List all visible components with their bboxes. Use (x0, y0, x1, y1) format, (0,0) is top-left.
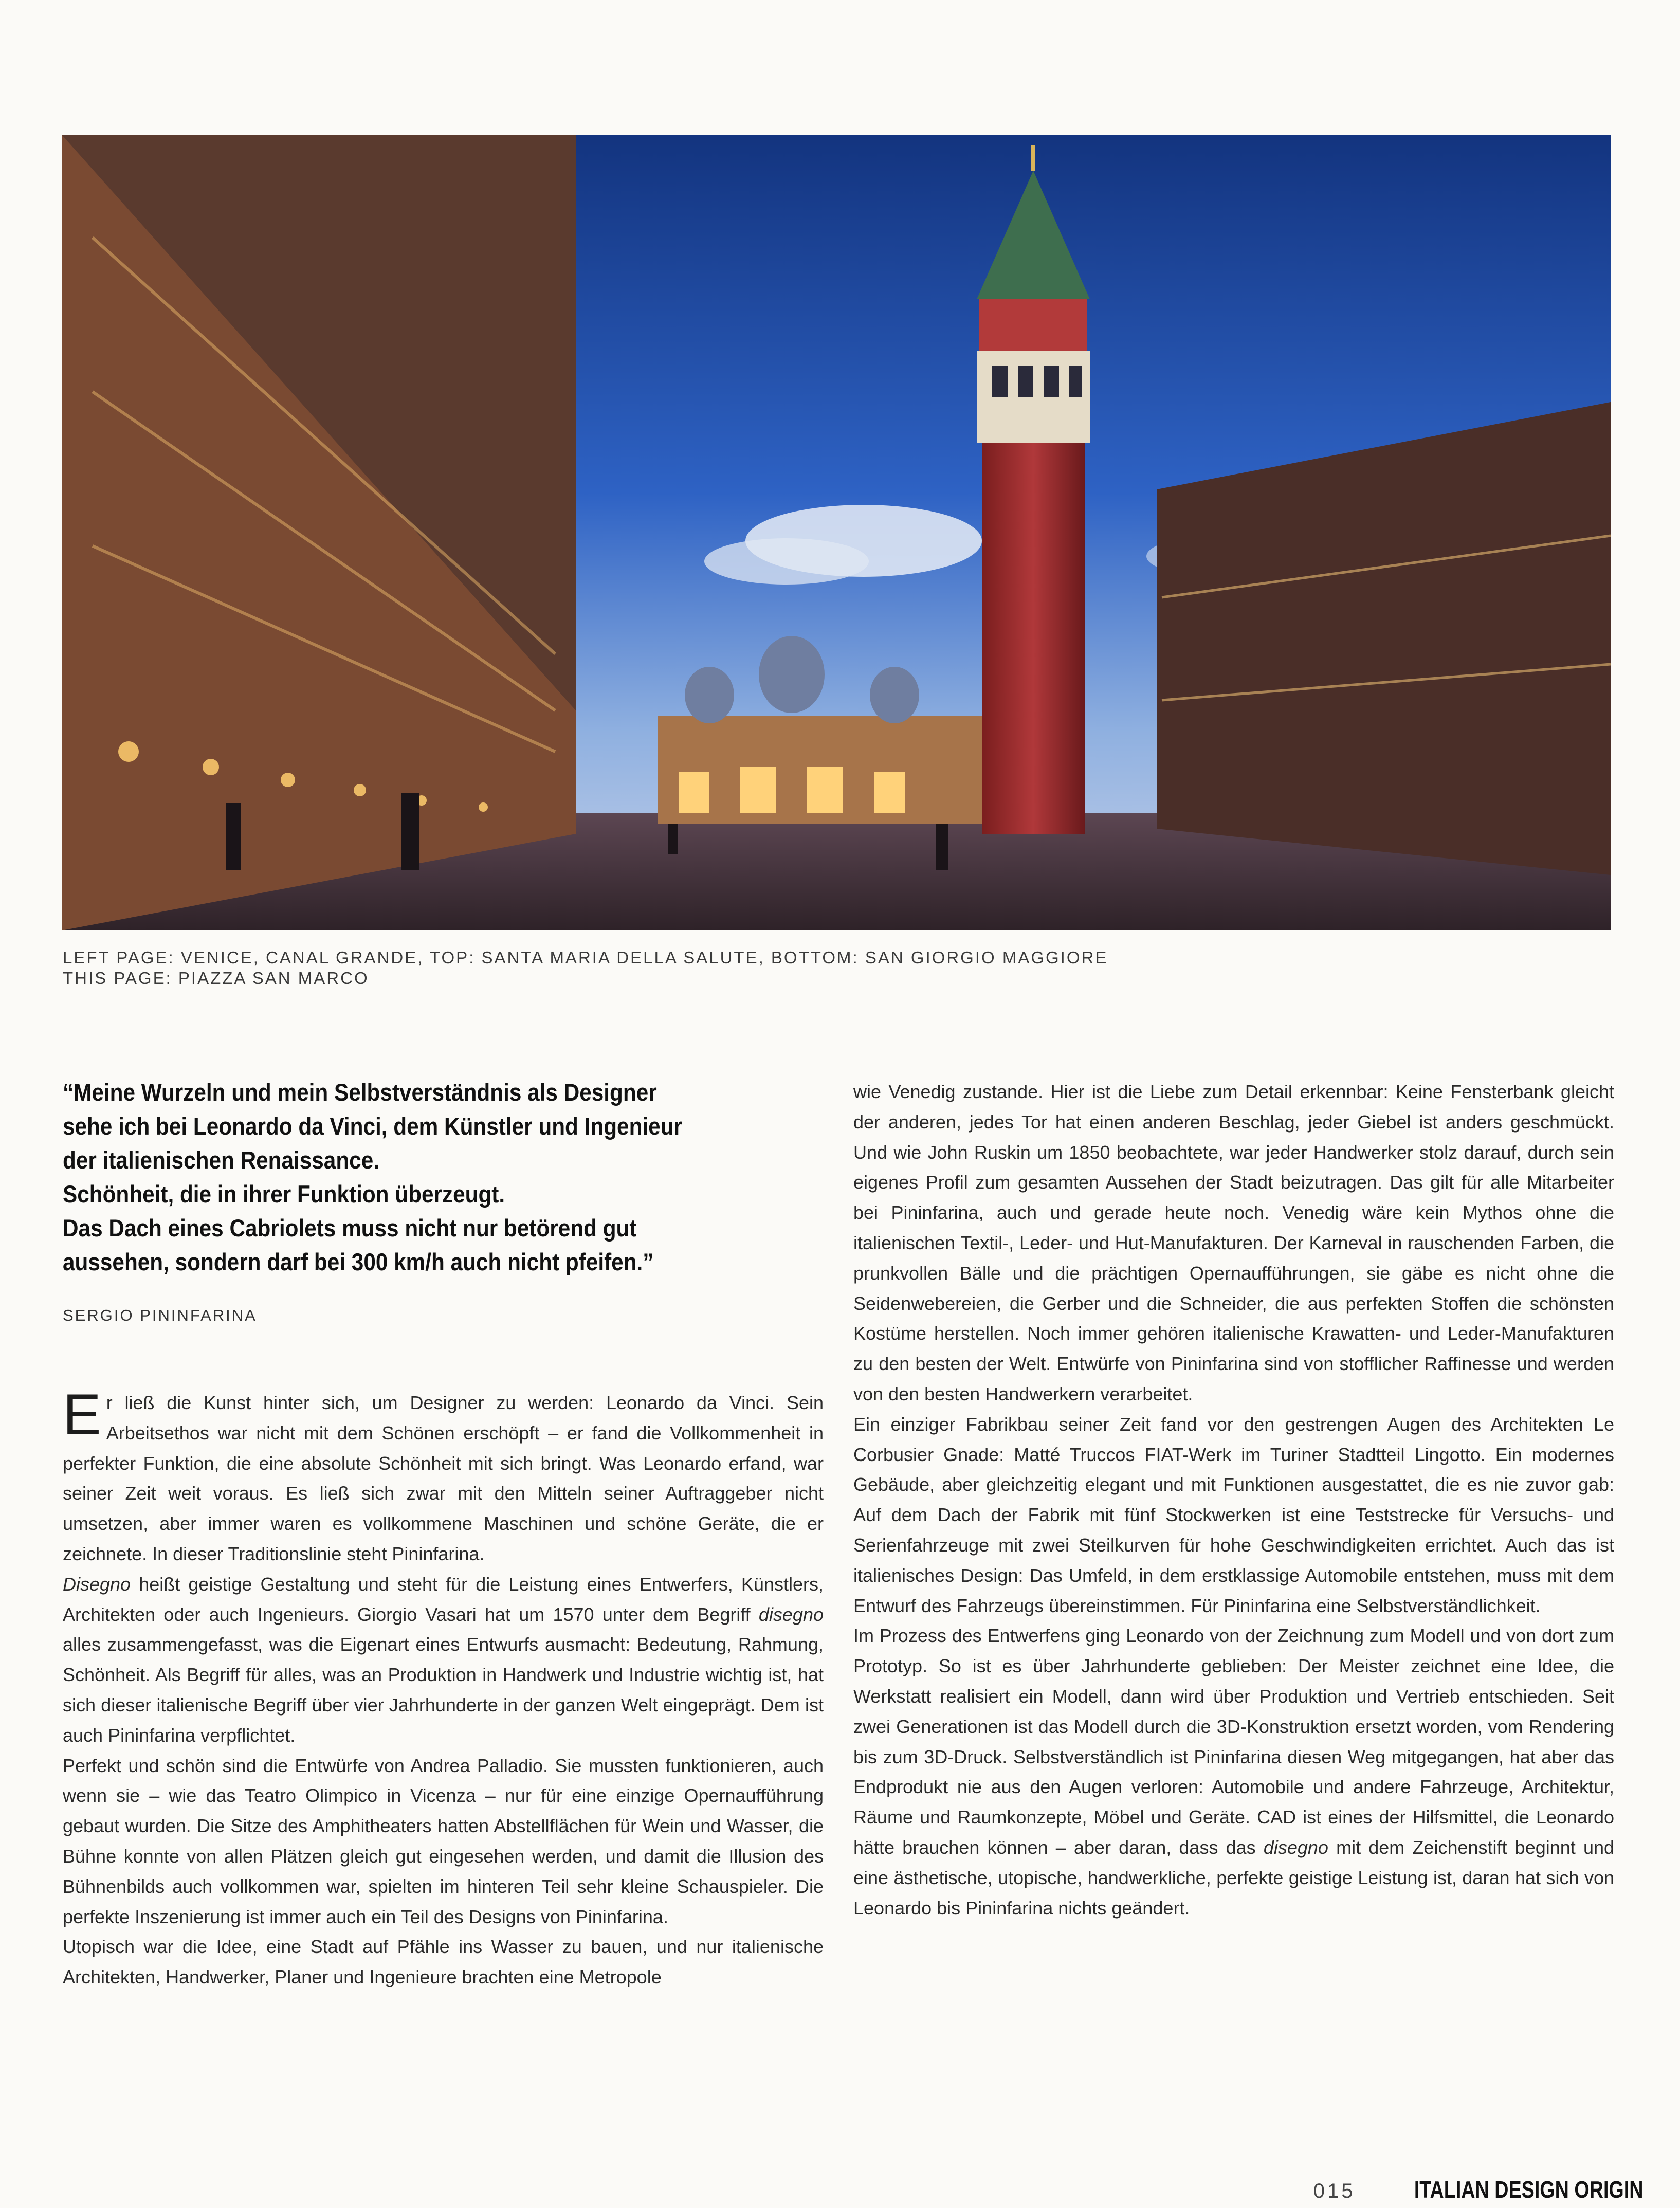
page-number: 015 (1313, 2180, 1356, 2202)
article-paragraph: Perfekt und schön sind die Entwürfe von Andrea Palladio. Sie mussten funktionieren, auch wenn sie – wie das Teatro Olimpico in Vicenza – nur für eine einzige Opernaufführung gebaut wurden. Die Sitze des Amphitheaters hatten Abstellflächen für Wein und Wasser, die Bühne konnte von allen Plätzen gleich gut eingesehen werden, und damit die Illusion des Bühnenbilds auch vollkommen war, spielten im hinteren Teil sehr kleine Schauspieler. Die perfekte Inszenierung ist immer auch ein Teil des Designs von Pininfarina. (63, 1755, 824, 1927)
article-column-left (63, 1382, 824, 1993)
article-paragraph: Utopisch war die Idee, eine Stadt auf Pfähle ins Wasser zu bauen, und nur italienische Architekten, Handwerker, Planer und Ingenieure brachten eine Metropole (63, 1936, 824, 1988)
pull-quote (63, 1075, 766, 1279)
publication-name: ITALIAN DESIGN ORIGIN (1414, 2176, 1643, 2203)
article-paragraph: Ein einziger Fabrikbau seiner Zeit fand vor den gestrengen Augen des Architekten Le Corbusier Gnade: Matté Truccos FIAT-Werk im Turiner Stadtteil Lingotto. Ein modernes Gebäude, aber gleichzeitig elegant und mit Funktionen ausgestattet, die es nie zuvor gab: Auf dem Dach der Fabrik mit fünf Stockwerken ist eine Teststrecke für Versuchs- und Serienfahrzeuge mit zwei Steilkurven für hohe Geschwindigkeiten errichtet. Auch das ist italienisches Design: Das Umfeld, in dem erstklassige Automobile entstehen, muss mit dem Entwurf des Fahrzeugs übereinstimmen. Für Pininfarina eine Selbstverständlichkeit. (853, 1413, 1614, 1616)
article-paragraph: wie Venedig zustande. Hier ist die Liebe zum Detail erkennbar: Keine Fensterbank gleicht der anderen, jedes Tor hat einen anderen Beschlag, jeder Giebel ist anders geschmückt. Und wie John Ruskin um 1850 beobachtete, war jeder Handwerker stolz darauf, durch sein eigenes Profil zum gesamten Aussehen der Stadt beizutragen. Das gilt für alle Mitarbeiter bei Pininfarina, auch und gerade heute noch. Venedig wäre kein Mythos ohne die italienischen Textil-, Leder- und Hut-Manufakturen. Der Karneval in rauschenden Farben, die prunkvollen Bälle und die prächtigen Opernaufführungen, sie gäbe es nicht ohne die Seidenwebereien, die Gerber und die Schneider, die aus perfekten Stoffen die schönsten Kostüme herstellen. Noch immer gehören italienische Krawatten- und Leder-Manufakturen zu den besten der Welt. Entwürfe von Pininfarina sind von stofflicher Raffinesse und werden von den besten Handwerkern verarbeitet. (853, 1081, 1614, 1404)
piazza-san-marco-photo (62, 135, 1611, 930)
article-paragraph (63, 1382, 824, 1570)
quote-line: Das Dach eines Cabriolets muss nicht nur betörend gut (63, 1214, 637, 1242)
photo-illustration (62, 135, 1611, 930)
article-paragraph (63, 1570, 824, 1751)
paragraph-text: r ließ die Kunst hinter sich, um Designer zu werden: Leonardo da Vinci. Sein Arbeitsethos war nicht mit dem Schönen erschöpft – er fand die Vollkommenheit in perfekter Funktion, die eine absolute Schönheit mit sich bringt. Was Leonardo erfand, war seiner Zeit weit voraus. Es ließ sich zwar mit den Mitteln seiner Auftraggeber nicht umsetzen, aber immer waren es vollkommene Maschinen und schöne Geräte, die er zeichnete. In dieser Traditionslinie steht Pininfarina. (63, 1392, 824, 1564)
quote-line: aussehen, sondern darf bei 300 km/h auch nicht pfeifen.” (63, 1248, 654, 1275)
emphasis-term: disegno (758, 1603, 824, 1625)
paragraph-text: mit dem Zeichenstift beginnt und eine ästhetische, utopische, handwerkliche, perfekte geistige Leistung ist, daran hat sich von Leonardo bis Pininfarina nichts geändert. (853, 1836, 1615, 1919)
quote-line: der italienischen Renaissance. (63, 1146, 379, 1174)
article-paragraph (853, 1621, 1614, 1923)
article-column-right (853, 1077, 1614, 1923)
page-footer (1313, 2176, 1643, 2203)
quote-line: “Meine Wurzeln und mein Selbstverständnis als Designer (63, 1079, 657, 1106)
drop-cap: E (63, 1382, 101, 1447)
quote-author: SERGIO PININFARINA (63, 1306, 257, 1324)
emphasis-term: disegno (1263, 1836, 1328, 1858)
photo-caption (63, 947, 1554, 989)
emphasis-term: Disegno (63, 1573, 131, 1595)
quote-line: sehe ich bei Leonardo da Vinci, dem Künstler und Ingenieur (63, 1112, 683, 1140)
paragraph-text: Im Prozess des Entwerfens ging Leonardo von der Zeichnung zum Modell und von dort zum Prototyp. So ist es über Jahrhunderte geblieben: Der Meister zeichnet eine Idee, die Werkstatt realisiert ein Modell, dann wird über Produktion und Vertrieb entschieden. Seit zwei Generationen ist das Modell durch die 3D-Konstruktion ersetzt worden, vom Rendering bis zum 3D-Druck. Selbstverständlich ist Pininfarina diesen Weg mitgegangen, hat aber das Endprodukt nie aus den Augen verloren: Automobile und andere Fahrzeuge, Architektur, Räume und Raumkonzepte, Möbel und Geräte. CAD ist eines der Hilfsmittel, die Leonardo hätte brauchen können – aber daran, dass das (853, 1625, 1614, 1858)
paragraph-text: heißt geistige Gestaltung und steht für die Leistung eines Entwerfers, Künstlers, Architekten oder auch Ingenieurs. Giorgio Vasari hat um 1570 unter dem Begriff (63, 1573, 824, 1625)
caption-line-1: LEFT PAGE: VENICE, CANAL GRANDE, TOP: SANTA MARIA DELLA SALUTE, BOTTOM: SAN GIORGIO MAGGIORE (63, 948, 1108, 967)
caption-line-2: THIS PAGE: PIAZZA SAN MARCO (63, 969, 369, 988)
quote-line: Schönheit, die in ihrer Funktion überzeugt. (63, 1180, 505, 1208)
paragraph-text: alles zusammengefasst, was die Eigenart eines Entwurfs ausmacht: Bedeutung, Rahmung, Schönheit. Als Begriff für alles, was an Produktion in Handwerk und Industrie wichtig ist, hat sich dieser italienische Begriff über vier Jahrhunderte in der ganzen Welt eingeprägt. Dem ist auch Pininfarina verpflichtet. (63, 1634, 824, 1746)
